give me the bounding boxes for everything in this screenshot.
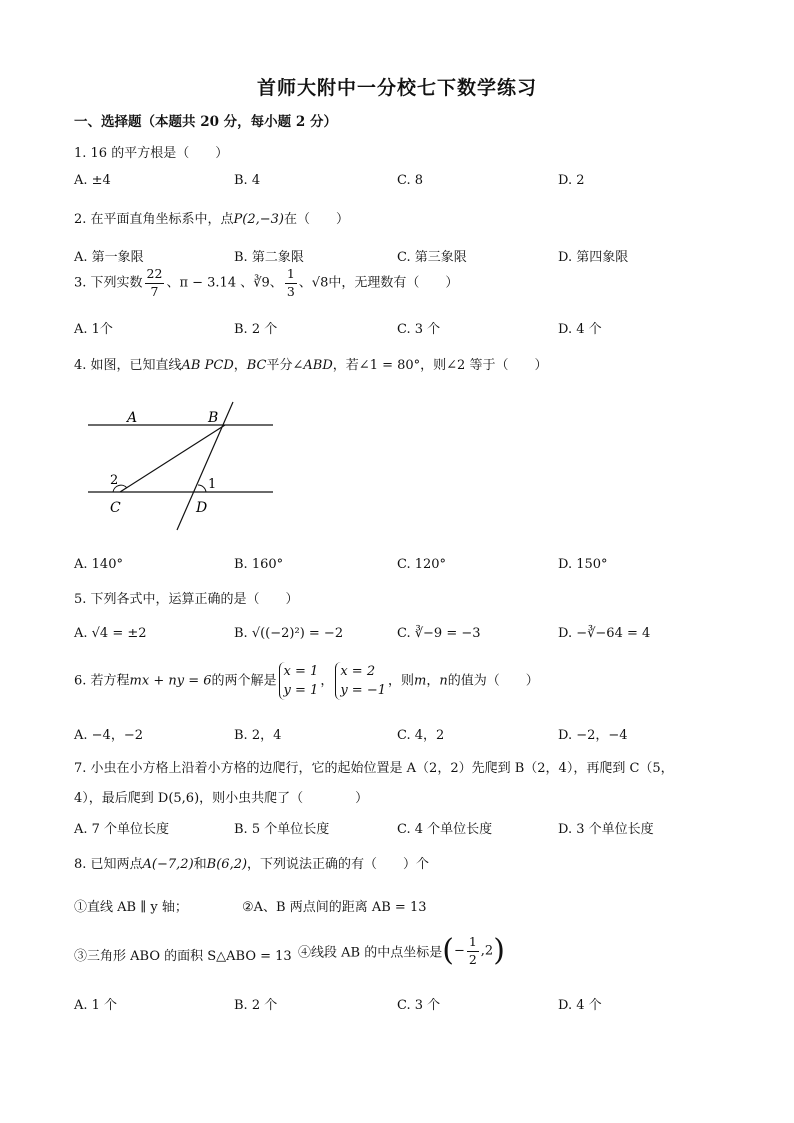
- q6-sys1-y: y = 1: [283, 683, 319, 698]
- q3-text-post: 中，无理数有（ ）: [328, 275, 459, 291]
- q3-text-pre: 3. 下列实数: [74, 275, 143, 291]
- question-7-line-2: 4），最后爬到 D(5,6)，则小虫共爬了（ ）: [74, 791, 369, 806]
- label-angle-2: 2: [110, 473, 119, 488]
- q8-option-b: B. 2 个: [234, 998, 278, 1013]
- q3-sep1: 、π − 3.14 、: [166, 275, 254, 291]
- q6-option-a: A. −4，−2: [74, 728, 143, 743]
- q2-option-c: C. 第三象限: [397, 250, 467, 265]
- q8-statement-3: ③三角形 ABO 的面积 S△ABO = 13: [74, 949, 292, 964]
- q8-st4-den: 2: [468, 951, 477, 967]
- q1-option-c: C. 8: [397, 173, 424, 188]
- q2-text-post: 在（ ）: [284, 212, 350, 227]
- q2-point: P(2,−3): [233, 212, 285, 227]
- q3-fraction-1-3: [285, 268, 297, 298]
- q4-option-c: C. 120°: [397, 557, 447, 572]
- q6-system-2: [335, 662, 386, 700]
- label-c: C: [110, 500, 121, 516]
- q7-option-b: B. 5 个单位长度: [234, 822, 330, 837]
- q3-option-a: A. 1个: [74, 322, 113, 337]
- q4-option-a: A. 140°: [74, 557, 123, 572]
- q2-option-a: A. 第一象限: [74, 250, 144, 265]
- q6-var-n: n: [439, 673, 448, 689]
- q4-mid2: 平分: [266, 358, 293, 373]
- q5-option-a: A. √4 = ±2: [74, 626, 147, 641]
- q8-statement-2: ②A、B 两点间的距离 AB = 13: [242, 900, 427, 915]
- q6-comma: ，: [320, 673, 334, 689]
- label-b: B: [208, 410, 219, 426]
- q7-option-a: A. 7 个单位长度: [74, 822, 170, 837]
- q8-text-pre: 8. 已知两点: [74, 857, 143, 872]
- q4-lines: AB PCD: [181, 358, 234, 373]
- q6-text-mid: 的两个解是: [211, 673, 277, 689]
- q1-option-a: A. ±4: [74, 173, 111, 188]
- q8-st4-post: ,2: [480, 943, 494, 959]
- page-title: 首师大附中一分校七下数学练习: [256, 77, 537, 99]
- q1-option-b: B. 4: [234, 173, 261, 188]
- q8-st4-fraction: [467, 936, 479, 966]
- q7-option-d: D. 3 个单位长度: [558, 822, 654, 837]
- q4-option-d: D. 150°: [558, 557, 608, 572]
- q6-sys1-x: x = 1: [283, 664, 319, 679]
- question-8-stem: [74, 853, 429, 872]
- q3-fraction-22-7: [145, 268, 165, 298]
- q5-option-b: B. √((−2)²) = −2: [234, 626, 344, 641]
- q8-option-a: A. 1 个: [74, 998, 118, 1013]
- q1-option-d: D. 2: [558, 173, 585, 188]
- q3-sep2: 、: [269, 275, 283, 291]
- q6-post2: ，: [426, 673, 440, 689]
- question-2-stem: [74, 208, 349, 227]
- q8-option-d: D. 4 个: [558, 998, 602, 1013]
- q4-bc: BC: [246, 358, 267, 373]
- q3-frac1-den: 7: [150, 283, 159, 299]
- q6-option-c: C. 4，2: [397, 728, 445, 743]
- q6-post1: ，则: [388, 673, 415, 689]
- q4-mid1: ，: [233, 358, 247, 373]
- q6-text-pre: 6. 若方程: [74, 673, 130, 689]
- question-6-stem: [74, 662, 539, 700]
- q8-st4-lparen: (: [442, 933, 454, 968]
- q3-option-b: B. 2 个: [234, 322, 278, 337]
- q4-option-b: B. 160°: [234, 557, 284, 572]
- q8-st4-pre: ④线段 AB 的中点坐标是: [298, 945, 443, 961]
- q8-text-post: ，下列说法正确的有（ ）个: [247, 857, 430, 872]
- q8-and: 和: [193, 857, 207, 872]
- q3-frac2-den: 3: [286, 283, 295, 299]
- q3-sep3: 、: [298, 275, 312, 291]
- angle-1-arc: [198, 485, 206, 492]
- q8-st4-rparen: ): [493, 933, 505, 968]
- q2-option-b: B. 第二象限: [234, 250, 304, 265]
- q3-frac2-num: 1: [285, 268, 297, 284]
- q6-option-d: D. −2，−4: [558, 728, 628, 743]
- q6-var-m: m: [414, 673, 427, 689]
- q5-option-d: D. −∛−64 = 4: [558, 626, 651, 641]
- label-d: D: [196, 500, 208, 516]
- q5-option-c: C. ∛−9 = −3: [397, 626, 481, 641]
- section-heading: 一、选择题（本题共 20 分，每小题 2 分）: [74, 114, 337, 130]
- question-3-stem: [74, 268, 458, 298]
- label-a: A: [127, 410, 138, 426]
- label-angle-1: 1: [208, 477, 217, 492]
- q3-option-c: C. 3 个: [397, 322, 441, 337]
- q4-geometry-figure: [80, 395, 290, 540]
- q6-equation: mx + ny = 6: [129, 673, 212, 689]
- q3-frac1-num: 22: [145, 268, 165, 284]
- q3-cbrt9: ∛9: [253, 275, 270, 291]
- q4-angle-abd: ∠ABD: [292, 358, 333, 373]
- q7-option-c: C. 4 个单位长度: [397, 822, 493, 837]
- q4-text-pre: 4. 如图，已知直线: [74, 358, 182, 373]
- question-5-stem: 5. 下列各式中，运算正确的是（ ）: [74, 592, 299, 607]
- q4-text-post: ，若∠1 = 80°，则∠2 等于（ ）: [332, 358, 548, 373]
- q2-option-d: D. 第四象限: [558, 250, 629, 265]
- q6-option-b: B. 2，4: [234, 728, 282, 743]
- q2-text-pre: 2. 在平面直角坐标系中，点: [74, 212, 234, 227]
- question-1-stem: 1. 16 的平方根是（ ）: [74, 146, 229, 161]
- q8-point-b: B(6,2): [206, 857, 248, 872]
- q8-point-a: A(−7,2): [142, 857, 194, 872]
- q3-sqrt8: √8: [311, 275, 329, 291]
- q8-st4-num: 1: [467, 936, 479, 952]
- q6-system-1: [279, 662, 319, 700]
- q6-sys2-x: x = 2: [340, 664, 376, 679]
- question-7-line-1: 7. 小虫在小方格上沿着小方格的边爬行，它的起始位置是 A（2，2）先爬到 B（2，4），再爬到 C（5，: [74, 761, 674, 776]
- q8-option-c: C. 3 个: [397, 998, 441, 1013]
- q3-option-d: D. 4 个: [558, 322, 602, 337]
- q6-post3: 的值为（ ）: [447, 673, 539, 689]
- q8-statement-1: ①直线 AB ∥ y 轴；: [74, 900, 188, 915]
- question-4-stem: [74, 354, 547, 373]
- q6-sys2-y: y = −1: [340, 683, 386, 698]
- q8-statement-4: ④线段 AB 的中点坐标是(− $\frac{1}{2}$ ,2): [298, 933, 505, 968]
